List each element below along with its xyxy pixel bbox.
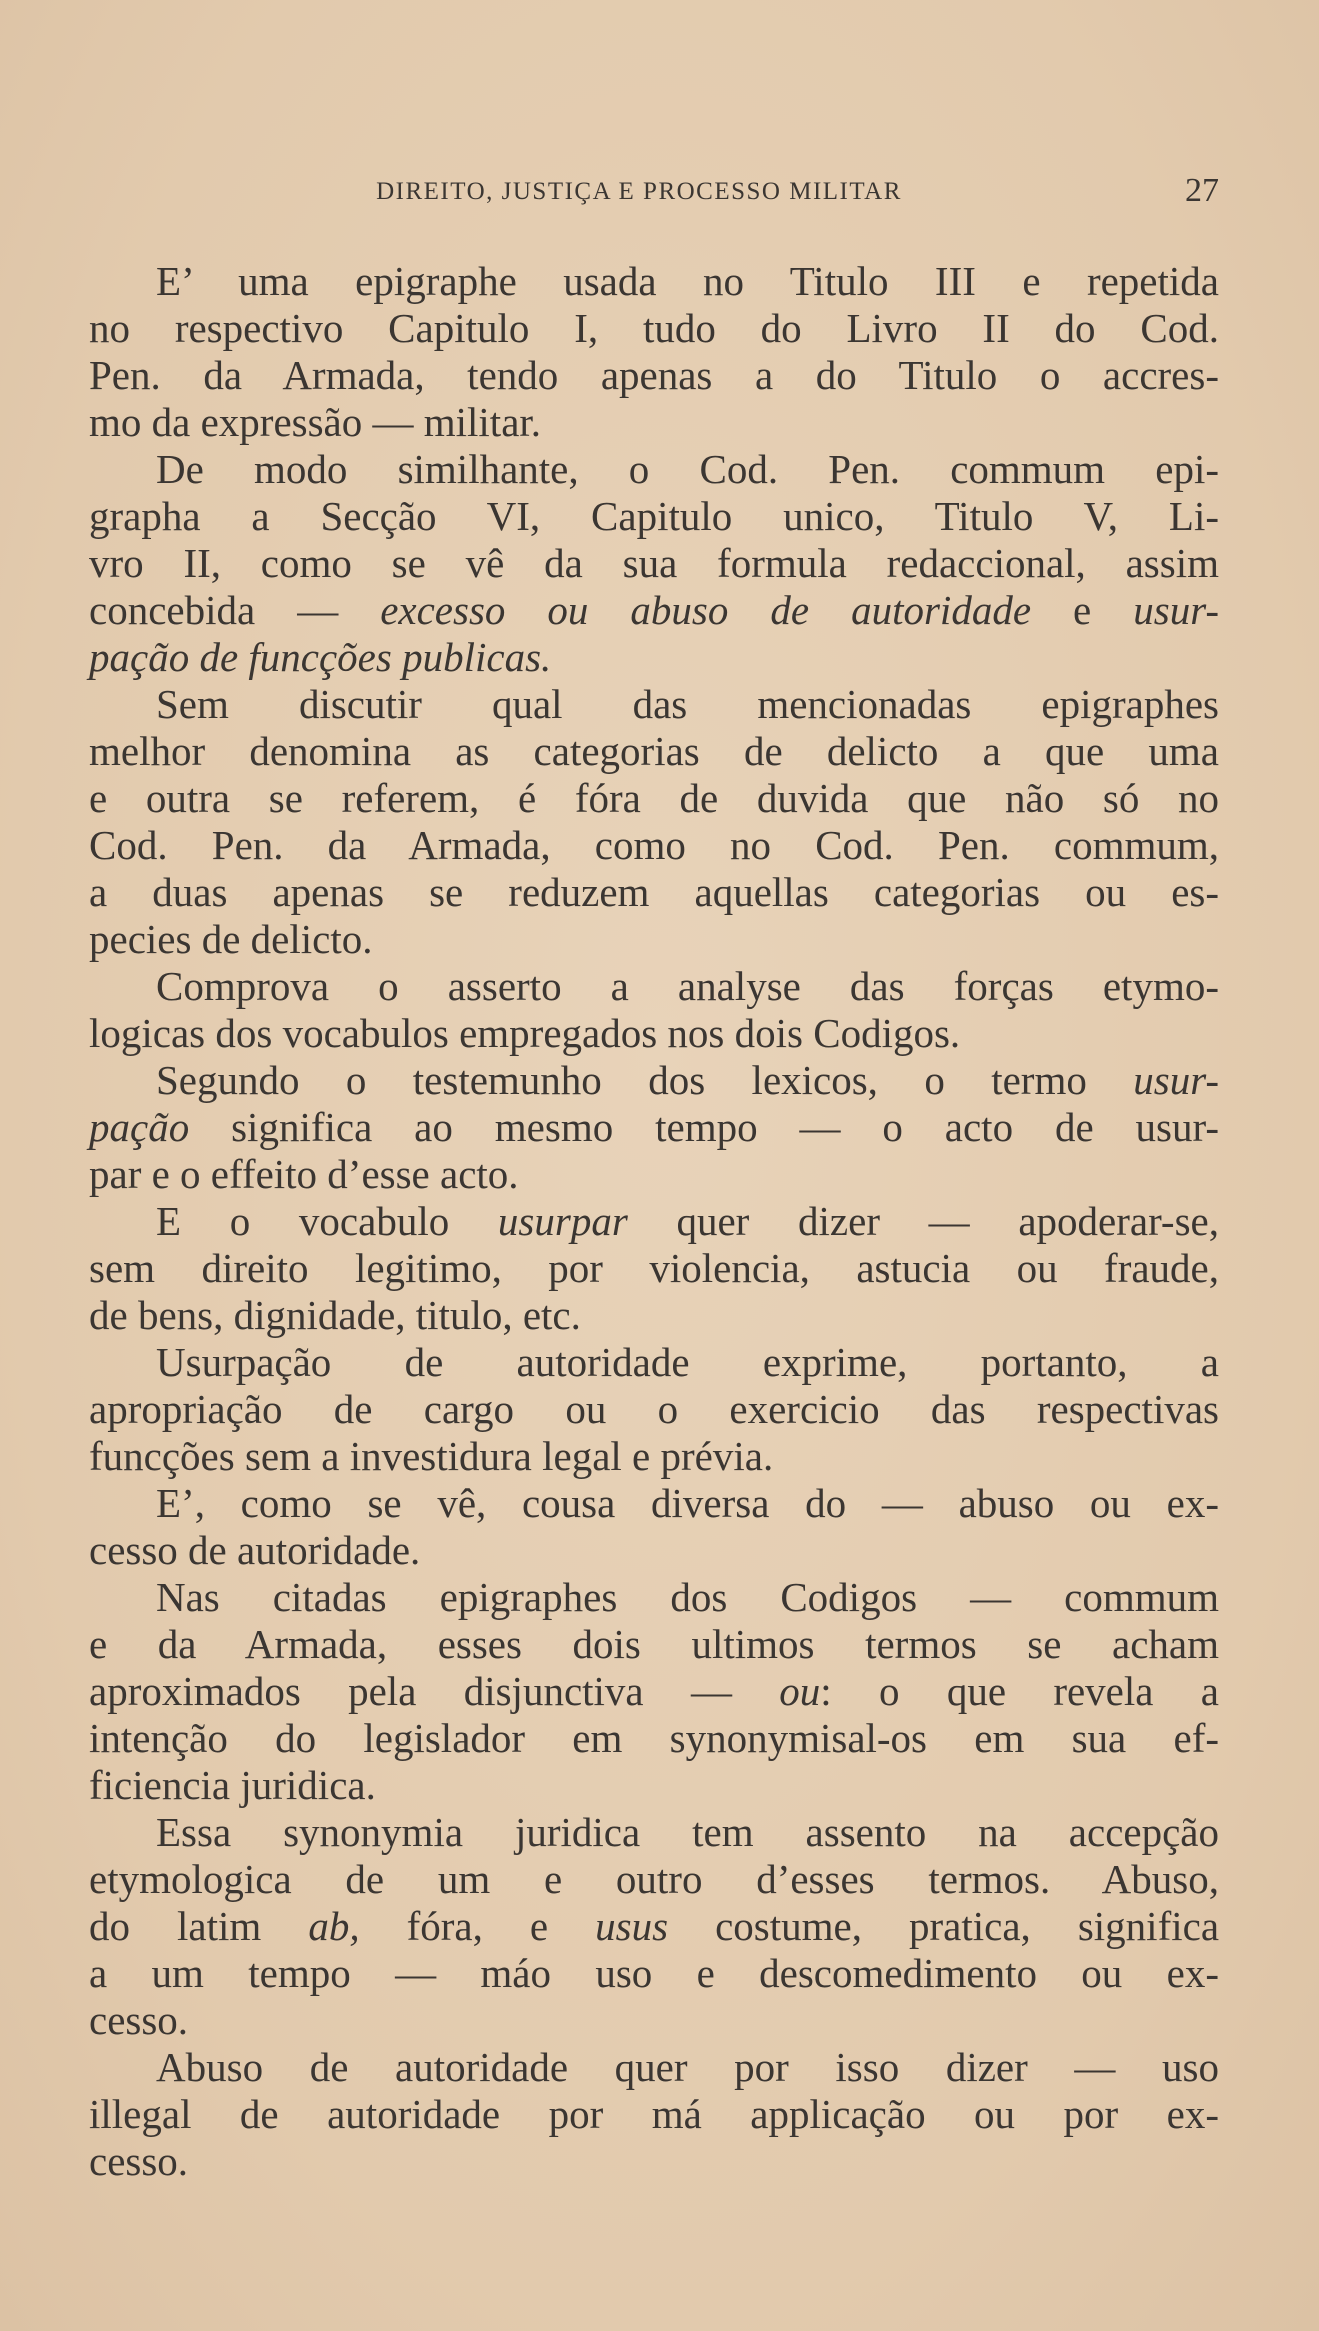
text-line [89, 1997, 1219, 2044]
paragraph [89, 1574, 1219, 1809]
text: par e o effeito d’esse acto. [89, 1151, 519, 1197]
text-line [89, 1762, 1219, 1809]
text-line [89, 728, 1219, 775]
italic-text: usurpar [497, 1198, 628, 1244]
text: e outra se referem, é fóra de duvida que não só no [89, 775, 1219, 821]
text-line [89, 1057, 1219, 1104]
text-line [89, 493, 1219, 540]
text-line [89, 1339, 1219, 1386]
text-line [89, 1010, 1219, 1057]
text: cesso. [89, 2138, 189, 2184]
paragraph [89, 2044, 1219, 2185]
text-line [89, 963, 1219, 1010]
text-line [89, 587, 1219, 634]
text: De modo similhante, o Cod. Pen. commum epi- [156, 446, 1219, 492]
text: pecies de delicto. [89, 916, 373, 962]
text: e da Armada, esses dois ultimos termos se acham [89, 1621, 1219, 1667]
text-line [89, 1245, 1219, 1292]
paragraph [89, 1480, 1219, 1574]
text-line [89, 1151, 1219, 1198]
text-line [89, 1950, 1219, 1997]
text-line [89, 258, 1219, 305]
text-line [89, 916, 1219, 963]
text-line [89, 869, 1219, 916]
text: Abuso de autoridade quer por isso dizer — uso [156, 2044, 1219, 2090]
text: concebida — [89, 587, 381, 633]
italic-text: excesso ou abuso de autoridade [380, 587, 1032, 633]
text: cesso de autoridade. [89, 1527, 421, 1573]
text: Comprova o asserto a analyse das forças etymo- [156, 963, 1219, 1009]
text-line [89, 1386, 1219, 1433]
text: quer dizer — apoderar-se, [627, 1198, 1219, 1244]
text: Segundo o testemunho dos lexicos, o termo [156, 1057, 1134, 1103]
text-line [89, 2091, 1219, 2138]
paragraph [89, 258, 1219, 446]
text-line [89, 1480, 1219, 1527]
italic-text: pação [89, 1104, 190, 1150]
italic-text: ab, [308, 1903, 360, 1949]
text: do latim [89, 1903, 309, 1949]
text: funcções sem a investidura legal e prévia. [89, 1433, 774, 1479]
text: Nas citadas epigraphes dos Codigos — commum [156, 1574, 1219, 1620]
paragraph [89, 1809, 1219, 2044]
text-line [89, 822, 1219, 869]
text-line [89, 1433, 1219, 1480]
italic-text: usur- [1133, 1057, 1219, 1103]
text-line [89, 1715, 1219, 1762]
text-line [89, 681, 1219, 728]
text: grapha a Secção VI, Capitulo unico, Titulo V, Li- [89, 493, 1219, 539]
paragraph [89, 1057, 1219, 1198]
text: Usurpação de autoridade exprime, portanto, a [156, 1339, 1219, 1385]
text-line [89, 1292, 1219, 1339]
text: ficiencia juridica. [89, 1762, 376, 1808]
paragraph [89, 446, 1219, 681]
page-number: 27 [1185, 172, 1219, 209]
paragraph [89, 1339, 1219, 1480]
text: : o que revela a [820, 1668, 1219, 1714]
text-line [89, 1527, 1219, 1574]
text: e [1031, 587, 1134, 633]
text-line [89, 634, 1219, 681]
text: illegal de autoridade por má applicação ou por ex- [89, 2091, 1219, 2137]
text: etymologica de um e outro d’esses termos. Abuso, [89, 1856, 1219, 1902]
text-line [89, 305, 1219, 352]
text: Sem discutir qual das mencionadas epigraphes [156, 681, 1219, 727]
text: intenção do legislador em synonymisal-os em sua ef- [89, 1715, 1219, 1761]
text: apropriação de cargo ou o exercicio das respectivas [89, 1386, 1219, 1432]
paragraph [89, 1198, 1219, 1339]
text: Pen. da Armada, tendo apenas a do Titulo o accres- [89, 352, 1219, 398]
text-line [89, 352, 1219, 399]
text-line [89, 1621, 1219, 1668]
text: Essa synonymia juridica tem assento na accepção [156, 1809, 1219, 1855]
text: a um tempo — máo uso e descomedimento ou ex- [89, 1950, 1219, 1996]
text-line [89, 2138, 1219, 2185]
text: mo da expressão — militar. [89, 399, 542, 445]
text: de bens, dignidade, titulo, etc. [89, 1292, 581, 1338]
italic-text: pação de funcções publicas. [89, 634, 552, 680]
text-line [89, 1198, 1219, 1245]
text-line [89, 1104, 1219, 1151]
text: a duas apenas se reduzem aquellas categorias ou es- [89, 869, 1219, 915]
text: sem direito legitimo, por violencia, astucia ou fraude, [89, 1245, 1219, 1291]
text: vro II, como se vê da sua formula redaccional, assim [89, 540, 1219, 586]
text: logicas dos vocabulos empregados nos dois Codigos. [89, 1010, 961, 1056]
text-line [89, 1856, 1219, 1903]
text-line [89, 1668, 1219, 1715]
text: cesso. [89, 1997, 189, 2043]
text-line [89, 1574, 1219, 1621]
text: no respectivo Capitulo I, tudo do Livro II do Cod. [89, 305, 1219, 351]
text: fóra, e [359, 1903, 596, 1949]
running-title: DIREITO, JUSTIÇA E PROCESSO MILITAR [376, 178, 902, 205]
text-line [89, 399, 1219, 446]
italic-text: usus [595, 1903, 669, 1949]
body-text [89, 258, 1219, 2185]
text: costume, pratica, significa [668, 1903, 1220, 1949]
text-line [89, 446, 1219, 493]
text: Cod. Pen. da Armada, como no Cod. Pen. commum, [89, 822, 1219, 868]
paragraph [89, 681, 1219, 963]
text-line [89, 1903, 1219, 1950]
text: E o vocabulo [156, 1198, 498, 1244]
text: aproximados pela disjunctiva — [89, 1668, 780, 1714]
text: significa ao mesmo tempo — o acto de usur- [189, 1104, 1219, 1150]
text-line [89, 2044, 1219, 2091]
text-line [89, 1809, 1219, 1856]
text: E’ uma epigraphe usada no Titulo III e repetida [156, 258, 1219, 304]
italic-text: ou [779, 1668, 821, 1714]
page-header [89, 172, 1219, 212]
paragraph [89, 963, 1219, 1057]
text-line [89, 540, 1219, 587]
italic-text: usur- [1133, 587, 1219, 633]
text: melhor denomina as categorias de delicto a que uma [89, 728, 1219, 774]
text-line [89, 775, 1219, 822]
text: E’, como se vê, cousa diversa do — abuso ou ex- [156, 1480, 1219, 1526]
